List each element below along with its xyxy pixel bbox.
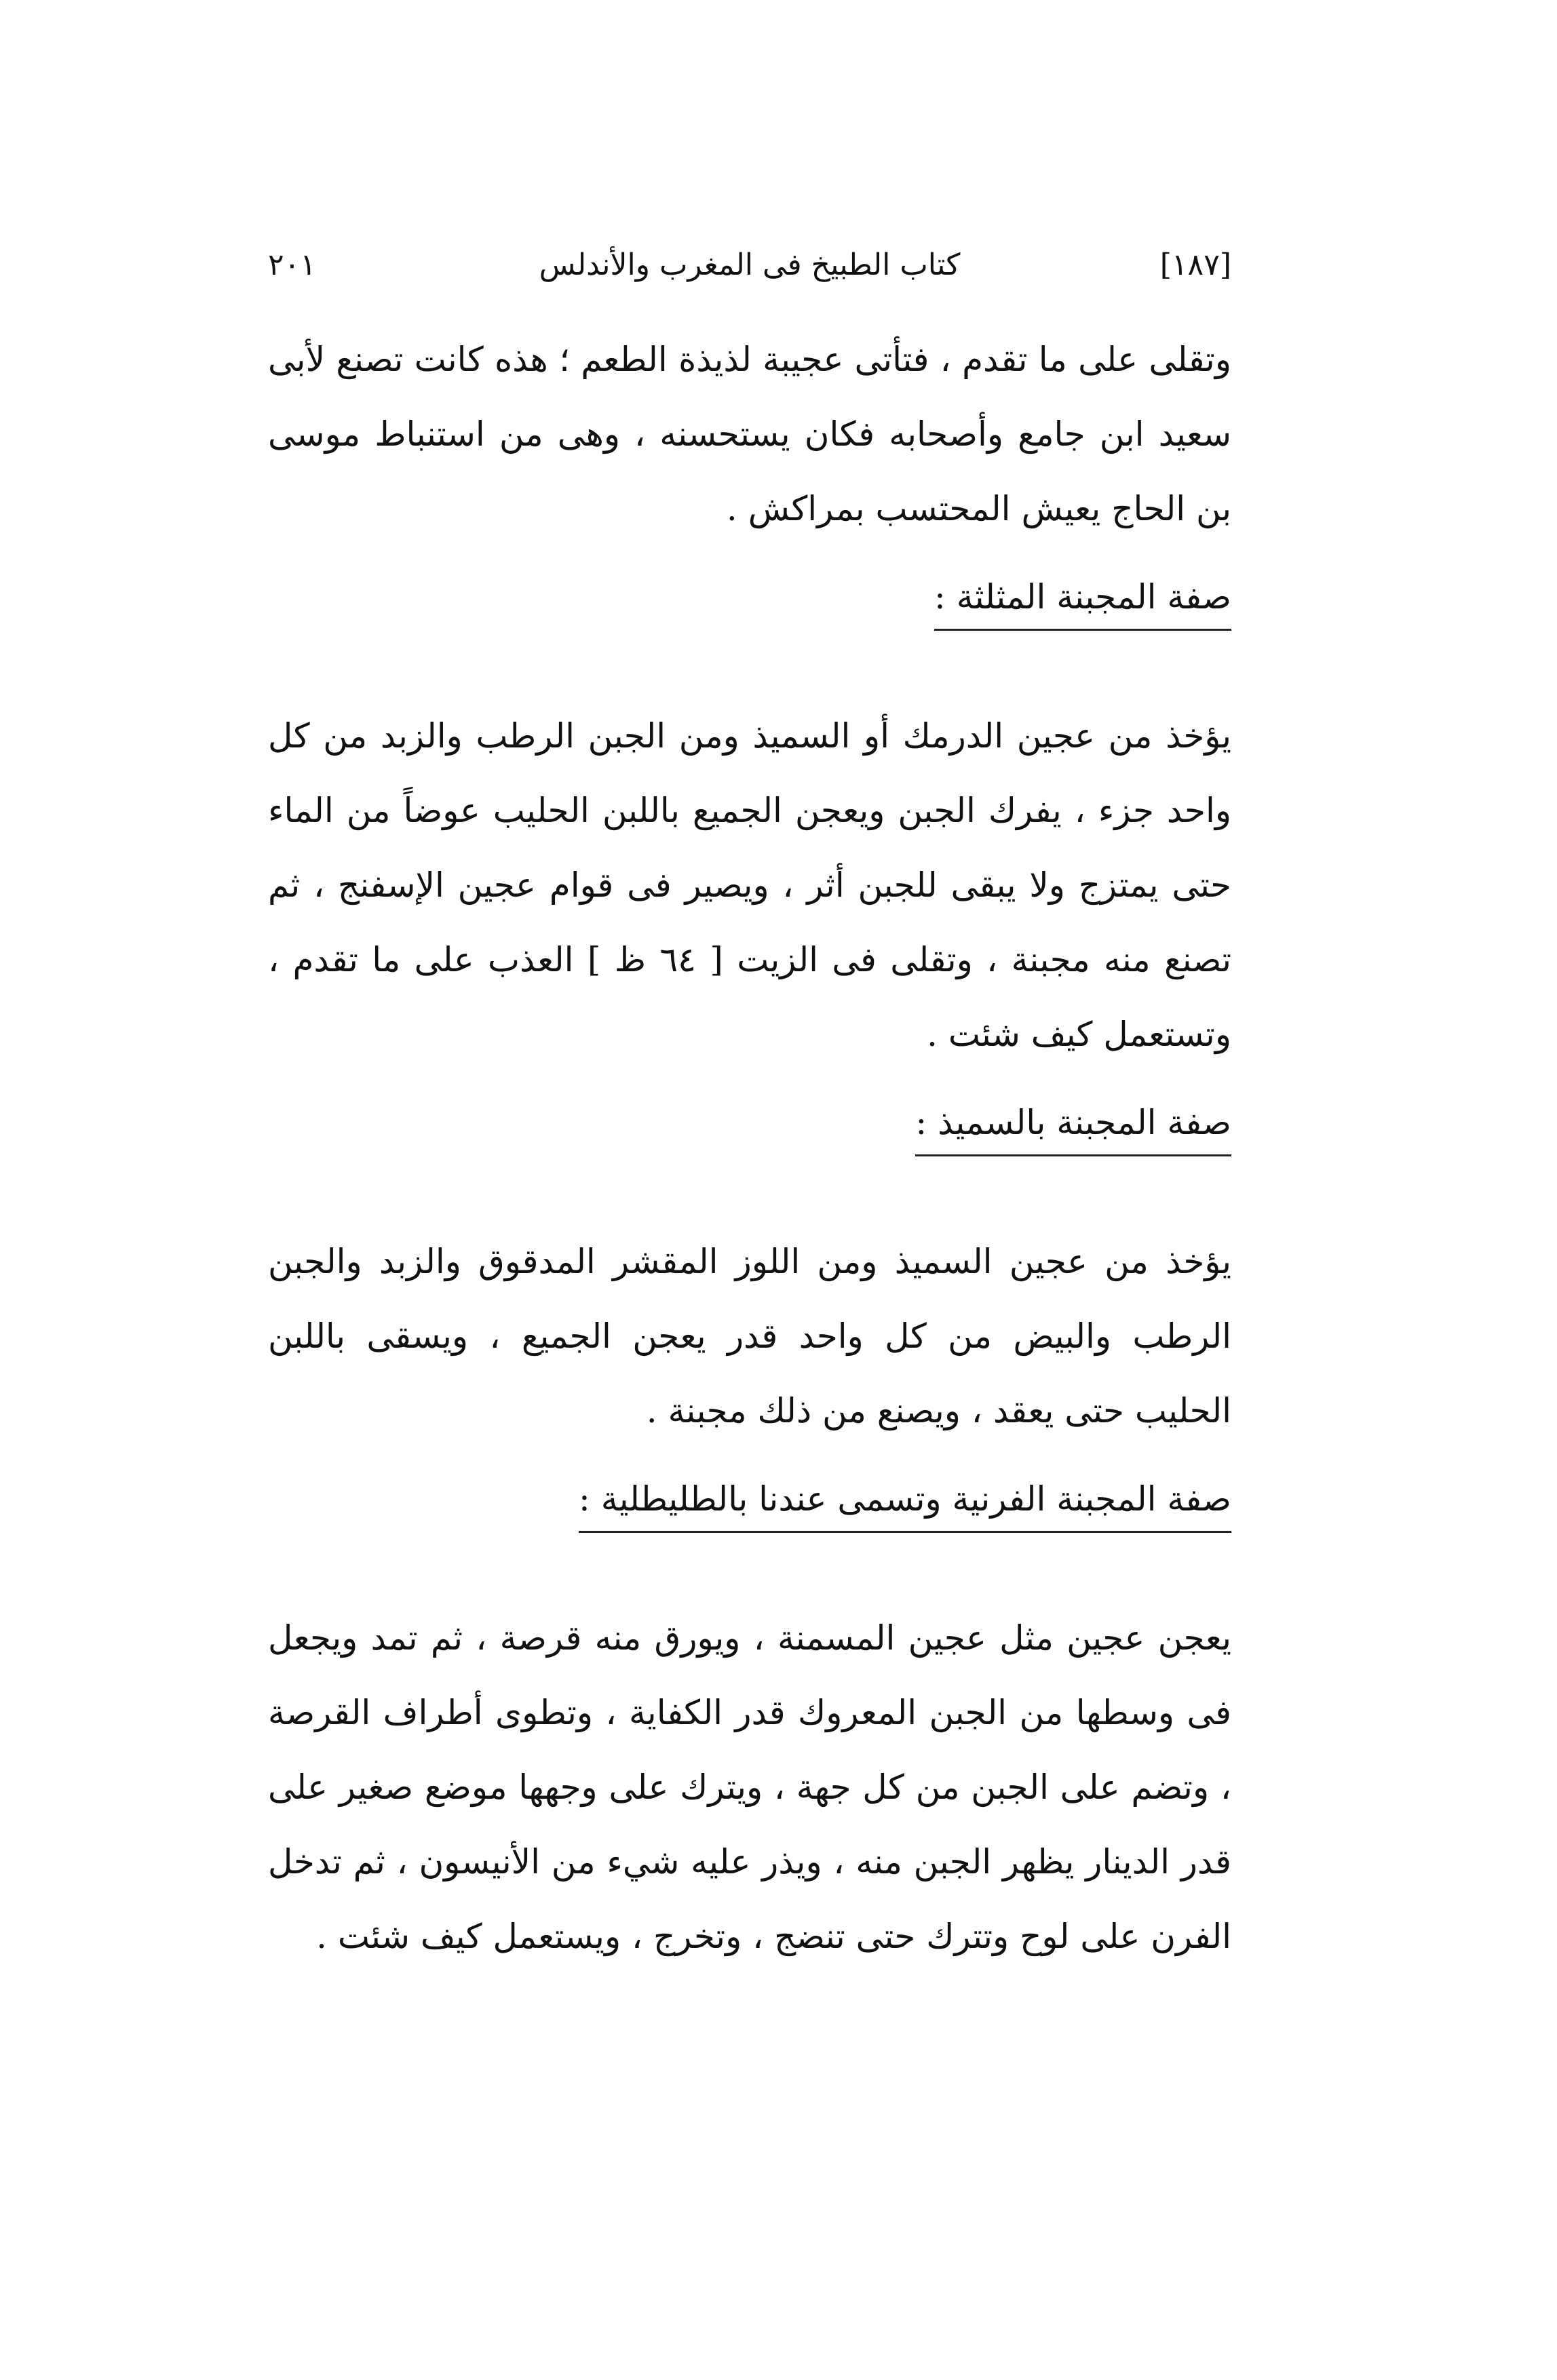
paragraph-muthallatha: يؤخذ من عجين الدرمك أو السميذ ومن الجبن الرطب والزبد من كل واحد جزء ، يفرك الجبن ويعجن الجميع باللبن الحليب عوضاً من الماء حتى يمتزج ولا يبقى للجبن أثر ، ويصير فى قوام عجين الإسفنج ، ثم تصنع منه مجبنة ، وتقلى فى الزيت [ ٦٤ ظ ] العذب على ما تقدم ، وتستعمل كيف شئت . [268, 716, 1231, 1054]
body-text [268, 322, 1231, 1974]
page-number: ٢٠١ [268, 248, 316, 282]
paragraph-samidh: يؤخذ من عجين السميذ ومن اللوز المقشر المدقوق والزبد والجبن الرطب والبيض من كل واحد قدر يعجن الجميع ، ويسقى باللبن الحليب حتى يعقد ، ويصنع من ذلك مجبنة . [268, 1242, 1231, 1430]
paragraph-continuation: وتقلى على ما تقدم ، فتأتى عجيبة لذيذة الطعم ؛ هذه كانت تصنع لأبى سعيد ابن جامع وأصحابه فكان يستحسنه ، وهى من استنباط موسى بن الحاج يعيش المحتسب بمراكش . [268, 340, 1231, 528]
section-heading-samidh [268, 1099, 1231, 1156]
folio-number: [١٨٧] [1159, 248, 1231, 282]
running-title: كتاب الطبيخ فى المغرب والأندلس [539, 248, 961, 282]
section-heading-furniyya [268, 1475, 1231, 1533]
section-heading-muthallatha [268, 573, 1231, 631]
heading-text: صفة المجبنة الفرنية وتسمى عندنا بالطليطلية : [579, 1475, 1231, 1533]
page-header [268, 248, 1231, 295]
heading-text: صفة المجبنة بالسميذ : [915, 1099, 1231, 1156]
paragraph-furniyya: يعجن عجين مثل عجين المسمنة ، ويورق منه قرصة ، ثم تمد ويجعل فى وسطها من الجبن المعروك قدر الكفاية ، وتطوى أطراف القرصة ، وتضم على الجبن من كل جهة ، ويترك على وجهها موضع صغير على قدر الدينار يظهر الجبن منه ، ويذر عليه شيء من الأنيسون ، ثم تدخل الفرن على لوح وتترك حتى تنضج ، وتخرج ، ويستعمل كيف شئت . [268, 1618, 1231, 1956]
heading-text: صفة المجبنة المثلثة : [934, 573, 1231, 631]
